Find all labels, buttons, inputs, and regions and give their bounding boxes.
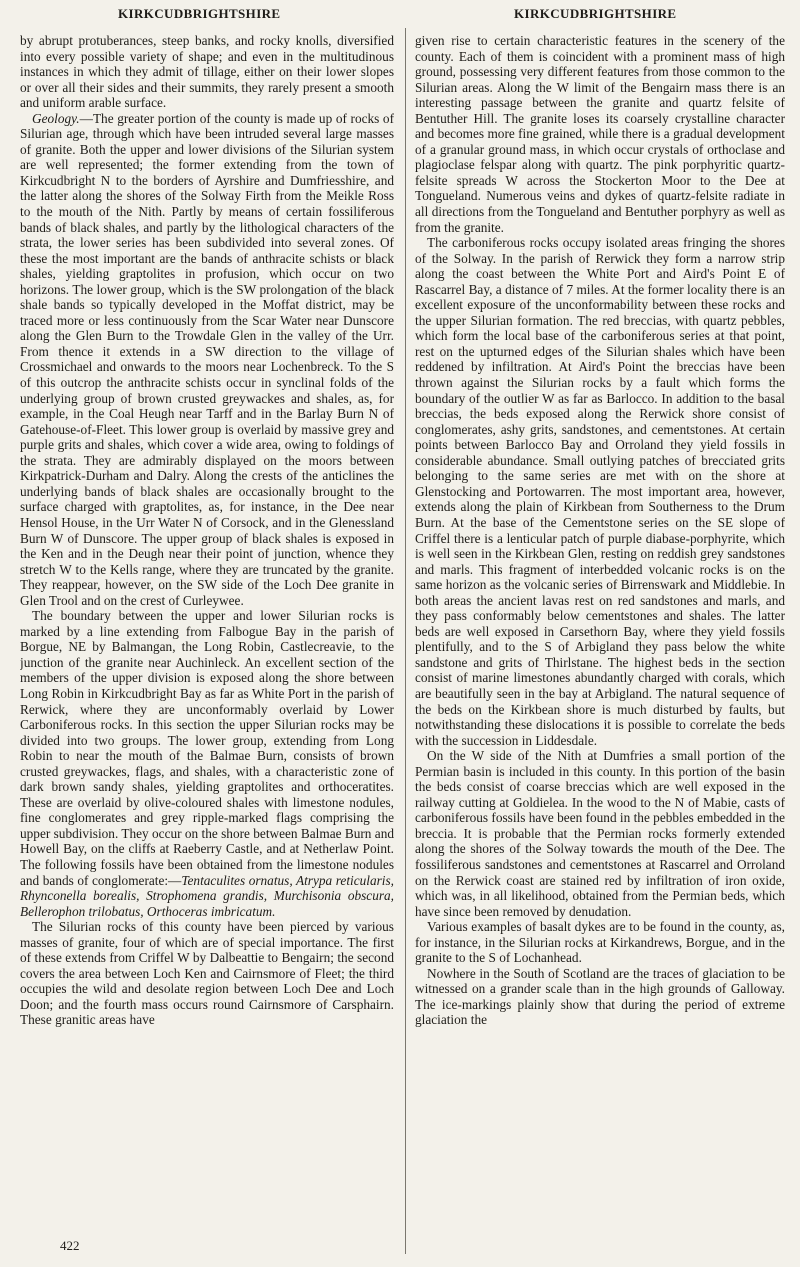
running-head-left: KIRKCUDBRIGHTSHIRE xyxy=(118,6,281,21)
left-column xyxy=(20,33,394,1248)
paragraph-geology xyxy=(20,111,394,609)
paragraph: Nowhere in the South of Scotland are the traces of glaciation to be witnessed on a grander scale than in the high grounds of Galloway. The ice-markings plainly show that during the period of extreme glaciation the xyxy=(415,965,785,1028)
paragraph: The carboniferous rocks occupy isolated areas fringing the shores of the Solway. In the parish of Rerwick they form a narrow strip along the coast between the White Port and Aird's Point E of Rascarrel Bay, a distance of 7 miles. At the former locality there is an excellent exposure of the unconformability between these rocks and the upper Silurian formation. The red breccias, with quartz pebbles, which form the local base of the carboniferous series at that point, rest on the upturned edges of the Silurian shales which have been reddened by infiltration. At Aird's Point the breccias have been thrown against the Silurian rocks by a fault which forms the boundary of the outlier W as far as Barlocco. In addition to the basal breccias, the beds exposed along the Rerwick shore consist of conglomerates, ashy grits, sandstones, and cementstones. At certain points between Barlocco Bay and Orroland they yield fossils in considerable abundance. Small outlying patches of brecciated grits belonging to the same series are met with on the shore at Glenstocking and Portowarren. The most important area, however, extends along the plain of Kirkbean from Southerness to the Drum Burn. At the base of the Cementstone series on the SE slope of Criffel there is a lenticular patch of purple diabase-porphyrite, which is well seen in the Kirkbean Glen, resting on reddish grey sandstones and marls. This fragment of interbedded volcanic rocks is on the same horizon as the volcanic series of Birrenswark and Middlebie. In both areas the ancient lavas rest on red sandstones and marls, and they pass conformably below cementstones and shales. The latter beds are well exposed in Carsethorn Bay, where they yield fossils plentifully, and to the S of Arbigland they pass below the white sandstone and grits of Thirlstane. The highest beds in the section consist of marine limestones abundantly charged with corals, which are beautifully seen in the bay at Arbigland. The natural sequence of the beds on the Kirkbean shore is much disturbed by faults, but notwithstanding these dislocations it is possible to correlate the beds with the succession in Liddesdale. xyxy=(415,235,785,748)
paragraph-body: —The greater portion of the county is made up of rocks of Silurian age, through which have been intruded several large masses of granite. Both the upper and lower divisions of the Silurian system are well represented; the former extending from the town of Kirkcudbright N to the borders of Ayrshire and Dumfriesshire, and the latter along the shores of the Solway Firth from the Meikle Ross to the mouth of the Nith. Partly by means of certain fossiliferous bands of black shales, and partly by the lithological characters of the strata, the lower series has been subdivided into several zones. Of these the most important are the bands of anthracite schists or black shales, yielding graptolites in profusion, which occur on two horizons. The lower group, which is the SW prolongation of the black shale bands so typically developed in the Moffat district, may be traced more or less continuously from the Scar Water near Dunscore along the Glen Burn to the Trowdale Glen in the valley of the Urr. From thence it extends in a SW direction to the village of Crossmichael and onwards to the moors near Lochenbreck. To the S of this outcrop the anthracite schists occur in synclinal folds of the underlying group of brown crusted greywackes and shales, as, for example, in the Coal Heugh near Tarff and in the Barlay Burn N of Gatehouse-of-Fleet. This lower group is overlaid by massive grey and purple grits and shales, which cover a wide area, owing to foldings of the strata. They are admirably displayed on the moors between Kirkpatrick-Durham and Dalry. Along the crests of the anticlines the underlying bands of black shales are occasionally brought to the surface charged with graptolites, as, for instance, in the Dee near Hensol House, in the Urr Water N of Corsock, and in the Glenessland Burn W of Dunscore. The upper group of black shales is exposed in the Ken and in the Deugh near their point of junction, whence they stretch W to the Kells range, where they are truncated by the granite. They reappear, however, on the SW side of the Loch Dee granite in Glen Trool and on the crest of Curleywee. xyxy=(20,110,394,608)
paragraph: The Silurian rocks of this county have been pierced by various masses of granite, four of which are of special importance. The first of these extends from Criffel W by Dalbeattie to Bengairn; the second covers the area between Loch Ken and Cairnsmore of Fleet; the third occupies the wild and desolate region between Loch Dee and Loch Doon; and the fourth mass occurs round Cairnsmore of Carsphairn. These granitic areas have xyxy=(20,919,394,1028)
paragraph: given rise to certain characteristic features in the scenery of the county. Each of them is coincident with a prominent mass of high ground, possessing very different features from those common to the Silurian areas. Along the W limit of the Bengairn mass there is an interesting passage between the granite and quartz felsite of Bentuther Hill. The granite loses its coarsely crystalline character and becomes more fine grained, while there is a gradual development of a granular ground mass, in which occur crystals of orthoclase and plagioclase felspar along with quartz. The pink porphyritic quartz-felsite spreads W across the Stockerton Moor to the Dee at Tongueland. Numerous veins and dykes of quartz-felsite radiate in all directions from the Tongueland and Bentuther porphyry as well as from the granite. xyxy=(415,33,785,235)
page-header xyxy=(0,6,800,26)
section-lead: Geology. xyxy=(32,110,80,126)
paragraph: On the W side of the Nith at Dumfries a small portion of the Permian basin is included in this county. In this portion of the basin the beds consist of coarse breccias which are well exposed in the railway cutting at Goldielea. In the wood to the N of Mabie, casts of carboniferous fossils have been found in the pebbles embedded in the breccia. It is probable that the Permian rocks formerly extended along the shores of the Solway towards the mouth of the Dee. The fossiliferous sandstones and cementstones at Rascarrel and Orroland on the Rerwick coast are stained red by infiltration of iron oxide, which was, in all likelihood, obtained from the Permian beds, which have since been removed by denudation. xyxy=(415,748,785,919)
right-column xyxy=(415,33,785,1248)
paragraph: Various examples of basalt dykes are to be found in the county, as, for instance, in the Silurian rocks at Kirkandrews, Borgue, and in the granite to the S of Lochanhead. xyxy=(415,919,785,966)
fossil-list: Tentaculites ornatus, Atrypa reticularis, Rhynconella borealis, Strophomena grandis, Murchisonia obscura, Bellerophon trilobatus, Orthoceras imbricatum. xyxy=(20,872,394,919)
running-head-right: KIRKCUDBRIGHTSHIRE xyxy=(514,6,677,21)
paragraph: by abrupt protuberances, steep banks, and rocky knolls, diversified into every possible variety of shape; and even in the multitudinous instances in which they admit of tillage, either on their lower slopes or over all their sides and their summits, they rarely present a smooth and uniform arable surface. xyxy=(20,33,394,111)
paragraph xyxy=(20,608,394,919)
column-divider xyxy=(405,28,406,1254)
page-number: 422 xyxy=(60,1238,86,1254)
paragraph-body: The boundary between the upper and lower Silurian rocks is marked by a line extending from Falbogue Bay in the parish of Borgue, NE by Balmangan, the Long Robin, Castlecreavie, to the junction of the granite near Auchinleck. An excellent section of the members of the upper division is exposed along the shore between Long Robin in Kirkcudbright Bay as far as White Port in the parish of Rerwick, where they are unconformably overlaid by Lower Carboniferous rocks. In this section the upper Silurian rocks may be divided into two groups. The lower group, extending from Long Robin to near the mouth of the Balmae Burn, consists of brown crusted greywackes, flags, and shales, with a characteristic zone of dark brown sandy shales, yielding graptolites and orthoceratites. These are overlaid by olive-coloured shales with limestone nodules, fine conglomerates and grey ripple-marked flags comprising the upper subdivision. They occur on the shore between Balmae Burn and Howell Bay, on the cliffs at Raeberry Castle, and at Netherlaw Point. The following fossils have been obtained from the limestone nodules and bands of conglomerate:— xyxy=(20,608,394,888)
